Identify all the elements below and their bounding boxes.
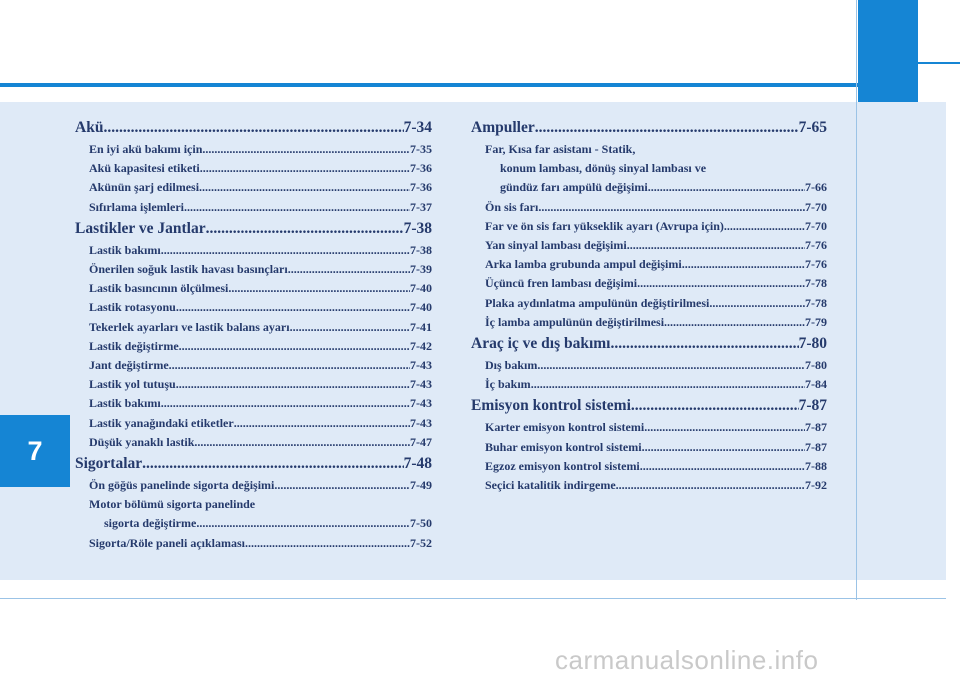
toc-dot-leader <box>290 318 410 337</box>
toc-entry-title: Akünün şarj edilmesi <box>89 180 200 195</box>
toc-entry[interactable] <box>471 375 827 394</box>
toc-page-number: 7-41 <box>410 319 432 334</box>
toc-entry[interactable] <box>471 178 827 197</box>
toc-entry[interactable] <box>75 178 432 197</box>
chapter-number: 7 <box>27 435 43 466</box>
toc-page-number: 7-52 <box>410 535 432 550</box>
toc-entry-title: Akü kapasitesi etiketi <box>89 161 200 176</box>
toc-entry[interactable] <box>75 298 432 317</box>
toc-entry[interactable] <box>471 255 827 274</box>
toc-entry[interactable] <box>75 241 432 260</box>
toc-page-number: 7-37 <box>410 199 432 214</box>
toc-entry-title: Ön sis farı <box>485 199 539 214</box>
toc-dot-leader <box>161 394 410 413</box>
toc-entry-title: Ön göğüs panelinde sigorta değişimi <box>89 478 275 493</box>
toc-dot-leader <box>161 241 410 260</box>
toc-page-number: 7-49 <box>410 478 432 493</box>
toc-entry[interactable] <box>471 356 827 375</box>
toc-dot-leader <box>228 279 410 298</box>
chapter-number-tab <box>0 415 70 487</box>
toc-dot-leader <box>169 356 410 375</box>
toc-entry-title: Yan sinyal lambası değişimi <box>485 238 627 253</box>
toc-page-number: 7-38 <box>403 219 432 237</box>
toc-dot-leader <box>179 337 410 356</box>
toc-page-number: 7-78 <box>805 276 827 291</box>
toc-page-number: 7-34 <box>403 119 432 136</box>
toc-dot-leader <box>537 356 805 375</box>
toc-page-number: 7-42 <box>410 338 432 353</box>
header-rule <box>0 83 858 87</box>
toc-entry-title: En iyi akü bakımı için <box>89 142 203 156</box>
toc-page-number: 7-40 <box>410 281 432 296</box>
toc-entry[interactable] <box>75 198 432 217</box>
toc-entry-title: Sigortalar <box>75 455 143 473</box>
toc-page-number: 7-87 <box>805 439 827 454</box>
toc-page-number: 7-79 <box>805 314 827 329</box>
toc-entry[interactable] <box>471 457 827 476</box>
toc-page-number: 7-43 <box>410 396 432 411</box>
toc-page-number: 7-48 <box>403 455 432 473</box>
toc-entry-title: Araç iç ve dış bakımı <box>471 335 611 353</box>
toc-dot-leader <box>234 414 410 433</box>
toc-entry-title: Arka lamba grubunda ampul değişimi <box>485 257 682 272</box>
side-tab <box>858 0 918 102</box>
toc-entry[interactable] <box>75 514 432 533</box>
toc-page-number: 7-35 <box>410 142 432 156</box>
toc-entry-title: Seçici katalitik indirgeme <box>485 478 616 493</box>
toc-entry[interactable] <box>471 438 827 457</box>
toc-entry-text: Far, Kısa far asistanı - Statik, <box>485 142 636 156</box>
toc-entry-text: Motor bölümü sigorta panelinde <box>89 497 256 512</box>
toc-page-number: 7-70 <box>805 199 827 214</box>
toc-dot-leader <box>644 418 805 437</box>
toc-entry-title: Lastik bakımı <box>89 242 161 257</box>
toc-page-number: 7-36 <box>410 180 432 195</box>
toc-page-number: 7-36 <box>410 161 432 176</box>
toc-page-number: 7-50 <box>410 516 432 531</box>
toc-entry[interactable] <box>75 433 432 452</box>
toc-dot-leader <box>616 476 805 495</box>
toc-dot-leader <box>274 476 410 495</box>
toc-entry[interactable] <box>75 476 432 495</box>
toc-entry-title: Lastik bakımı <box>89 396 161 411</box>
toc-page-number: 7-80 <box>805 358 827 373</box>
toc-entry[interactable] <box>75 159 432 178</box>
toc-dot-leader <box>176 298 410 317</box>
toc-entry-title: Önerilen soğuk lastik havası basınçları <box>89 262 288 277</box>
margin-rule <box>856 0 857 600</box>
toc-entry[interactable] <box>471 274 827 293</box>
toc-page-number: 7-39 <box>410 262 432 277</box>
toc-entry-title: Plaka aydınlatma ampulünün değiştirilmesi <box>485 295 710 310</box>
toc-dot-leader <box>538 198 805 217</box>
toc-entry[interactable] <box>471 198 827 217</box>
toc-entry-title: Lastik rotasyonu <box>89 300 176 315</box>
toc-dot-leader <box>611 332 799 356</box>
toc-dot-leader <box>194 433 410 452</box>
toc-entry[interactable] <box>75 337 432 356</box>
toc-dot-leader <box>202 140 410 159</box>
toc-entry-title: sigorta değiştirme <box>104 516 197 531</box>
toc-entry-title: Dış bakım <box>485 358 538 373</box>
toc-dot-leader <box>637 274 805 293</box>
toc-entry[interactable] <box>75 414 432 433</box>
toc-page-number: 7-43 <box>410 358 432 373</box>
toc-dot-leader <box>196 514 410 533</box>
toc-dot-leader <box>184 198 410 217</box>
toc-dot-leader <box>648 178 805 197</box>
toc-page-number: 7-47 <box>410 434 432 449</box>
watermark: carmanualsonline.info <box>555 645 819 675</box>
toc-page-number: 7-87 <box>798 397 827 415</box>
toc-dot-leader <box>288 260 410 279</box>
toc-entry-title: Emisyon kontrol sistemi <box>471 397 631 415</box>
toc-dot-leader <box>199 178 410 197</box>
toc-page-number: 7-70 <box>805 218 827 233</box>
toc-entry[interactable] <box>75 140 432 159</box>
toc-entry-title: Karter emisyon kontrol sistemi <box>485 420 645 435</box>
toc-entry[interactable] <box>471 418 827 437</box>
toc-entry-title: Düşük yanaklı lastik <box>89 434 195 449</box>
toc-entry-title: Egzoz emisyon kontrol sistemi <box>485 458 640 473</box>
toc-dot-leader <box>142 452 403 476</box>
header-rule-right <box>918 62 960 64</box>
toc-dot-leader <box>176 375 410 394</box>
toc-dot-leader <box>724 217 805 236</box>
toc-entry-title: Sıfırlama işlemleri <box>89 199 184 214</box>
toc-entry-text: konum lambası, dönüş sinyal lambası ve <box>500 161 707 176</box>
toc-page-number: 7-76 <box>805 257 827 272</box>
toc-dot-leader <box>245 534 410 553</box>
toc-entry[interactable] <box>471 476 827 495</box>
toc-entry[interactable] <box>75 260 432 279</box>
toc-entry-title: Lastik değiştirme <box>89 338 179 353</box>
toc-entry-title: Jant değiştirme <box>89 358 169 373</box>
toc-entry-title: Far ve ön sis farı yükseklik ayarı (Avrupa için) <box>485 218 724 233</box>
toc-entry[interactable] <box>75 279 432 298</box>
toc-dot-leader <box>200 159 410 178</box>
toc-section-heading[interactable] <box>75 217 432 241</box>
toc-page-number: 7-88 <box>805 458 827 473</box>
toc-entry-title: Lastik basıncının ölçülmesi <box>89 281 229 296</box>
toc-section-heading[interactable] <box>75 116 432 140</box>
toc-page-number: 7-76 <box>805 238 827 253</box>
toc-dot-leader <box>664 313 805 332</box>
toc-dot-leader <box>206 217 404 241</box>
toc-page-number: 7-80 <box>798 335 827 353</box>
toc-column-left <box>75 116 432 553</box>
toc-entry-title: Buhar emisyon kontrol sistemi <box>485 439 642 454</box>
toc-page-number: 7-84 <box>805 377 827 392</box>
toc-entry-title: Lastik yol tutuşu <box>89 377 176 392</box>
toc-entry-title: İç lamba ampulünün değiştirilmesi <box>485 314 665 329</box>
toc-entry[interactable] <box>471 294 827 313</box>
toc-dot-leader <box>103 116 403 140</box>
toc-entry-title: Tekerlek ayarları ve lastik balans ayarı <box>89 319 290 334</box>
toc-section-heading[interactable] <box>471 394 827 418</box>
toc-section-heading[interactable] <box>471 332 827 356</box>
toc-page-number: 7-87 <box>805 420 827 435</box>
toc-entry[interactable] <box>471 313 827 332</box>
toc-dot-leader <box>640 457 805 476</box>
toc-page-number: 7-43 <box>410 415 432 430</box>
toc-section-heading[interactable] <box>471 116 827 140</box>
toc-dot-leader <box>642 438 805 457</box>
toc-page-number: 7-66 <box>805 180 827 195</box>
toc-entry[interactable] <box>75 534 432 553</box>
toc-entry-title: İç bakım <box>485 377 531 392</box>
toc-page-number: 7-38 <box>410 242 432 257</box>
toc-entry[interactable] <box>471 217 827 236</box>
toc-entry[interactable] <box>75 356 432 375</box>
toc-entry-title: Lastikler ve Jantlar <box>75 219 206 237</box>
toc-dot-leader <box>531 375 805 394</box>
toc-entry[interactable] <box>75 318 432 337</box>
toc-dot-leader <box>535 116 799 140</box>
toc-column-right <box>471 116 827 495</box>
footer-rule <box>0 598 946 599</box>
toc-page-number: 7-43 <box>410 377 432 392</box>
toc-entry-title: Akü <box>75 119 104 136</box>
toc-entry-title: Lastik yanağındaki etiketler <box>89 415 234 430</box>
toc-page-number: 7-65 <box>798 119 827 136</box>
toc-entry[interactable] <box>471 236 827 255</box>
toc-section-heading[interactable] <box>75 452 432 476</box>
toc-entry[interactable] <box>75 394 432 413</box>
toc-dot-leader <box>631 394 799 418</box>
toc-entry[interactable] <box>75 375 432 394</box>
toc-entry-title: Sigorta/Röle paneli açıklaması <box>89 535 245 550</box>
toc-page-number: 7-78 <box>805 295 827 310</box>
toc-entry-title: Ampuller <box>471 119 535 136</box>
toc-dot-leader <box>682 255 805 274</box>
toc-page-number: 7-92 <box>805 478 827 493</box>
toc-dot-leader <box>627 236 805 255</box>
toc-page-number: 7-40 <box>410 300 432 315</box>
toc-entry-title: Üçüncü fren lambası değişimi <box>485 276 638 291</box>
toc-entry-title: gündüz farı ampülü değişimi <box>500 180 648 195</box>
toc-dot-leader <box>709 294 805 313</box>
